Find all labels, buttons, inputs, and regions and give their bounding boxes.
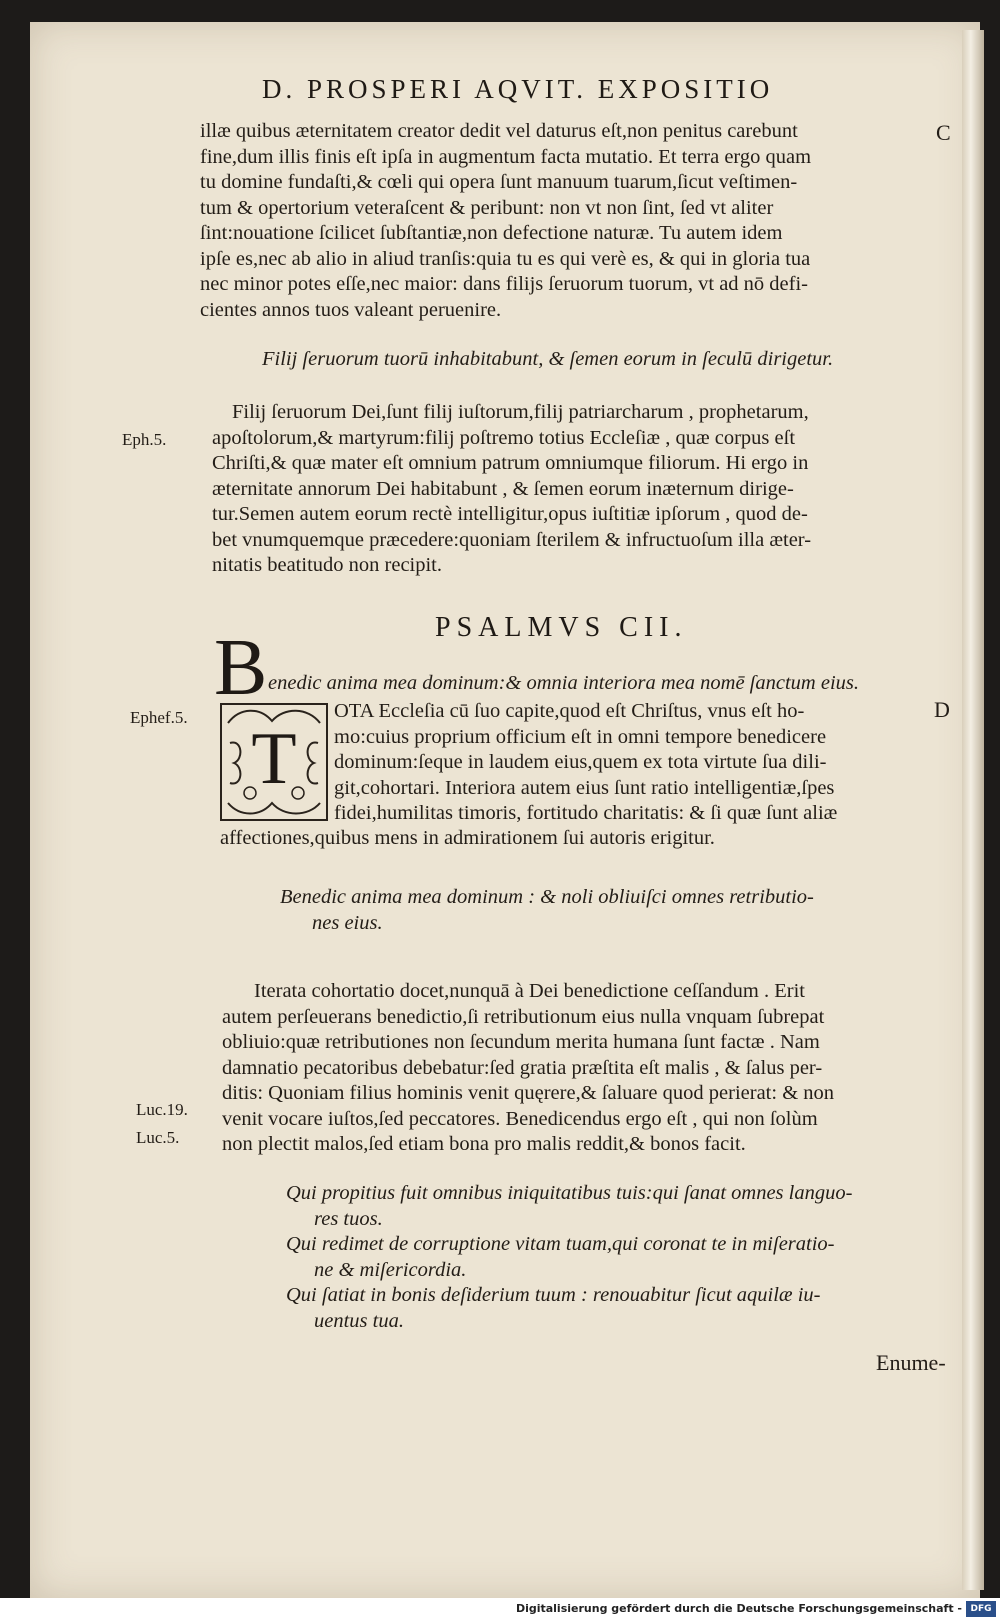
text-line: mo:cuius proprium officium eſt in omni tempore benedicere xyxy=(334,725,827,748)
text-line: OTA Eccleſia cū ſuo capite,quod eſt Chriſtus, vnus eſt ho- xyxy=(334,700,805,722)
margin-letter-c: C xyxy=(936,120,951,145)
text-line: venit vocare iuſtos,ſed peccatores. Benedicendus ergo eſt , qui non ſolùm xyxy=(222,1107,818,1130)
text-line: Filij ſeruorum Dei,ſunt filij iuſtorum,filij patriarcharum , prophetarum, xyxy=(232,401,809,423)
text-line: nec minor potes eſſe,nec maior: dans filijs ſeruorum tuorum, vt ad nō defi- xyxy=(200,273,809,295)
paragraph-1 xyxy=(200,119,940,323)
text-line: tur.Semen autem eorum rectè intelligitur,opus iuſtitiæ ipſorum , quod de- xyxy=(212,503,808,525)
verse-line: enedic anima mea dominum:& omnia interiora mea nomē ſanctum eius. xyxy=(268,672,859,694)
text-line: obliuio:quæ retributiones non ſecundum merita humana ſunt factæ . Nam xyxy=(222,1031,820,1053)
verse-line: Qui propitius fuit omnibus iniquitatibus tuis:qui ſanat omnes languo- xyxy=(286,1182,853,1204)
text-line: damnatio pecatoribus debebatur:ſed gratia præſtita eſt malis , & ſalus per- xyxy=(222,1056,823,1079)
text-line: dominum:ſeque in laudem eius,quem ex tota virtute ſua dili- xyxy=(334,751,827,773)
catchword: Enume- xyxy=(876,1350,946,1375)
paragraph-4 xyxy=(222,979,942,1158)
paragraph-3-last xyxy=(220,826,932,852)
verse-line: res tuos. xyxy=(314,1207,383,1230)
verse-line: Qui ſatiat in bonis deſiderium tuum : renouabitur ſicut aquilæ iu- xyxy=(286,1284,821,1306)
margin-letter-d: D xyxy=(934,697,950,722)
text-line: apoſtolorum,& martyrum:filij poſtremo totius Eccleſiæ , quæ corpus eſt xyxy=(212,426,796,449)
text-line: cientes annos tuos valeant peruenire. xyxy=(200,298,502,321)
verse-1 xyxy=(262,347,912,373)
text-line: ipſe es,nec ab alio in aliud tranſis:quia tu es qui verè es, & qui in gloria tua xyxy=(200,247,811,270)
running-head: D. PROSPERI AQVIT. EXPOSITIO xyxy=(262,74,774,104)
text-line: illæ quibus æternitatem creator dedit vel daturus eſt,non penitus carebunt xyxy=(200,120,798,142)
verse-4 xyxy=(286,1181,926,1334)
margin-note-luc19: Luc.19. xyxy=(136,1100,188,1119)
text-line: fidei,humilitas timoris, fortitudo charitatis: & ſi quæ ſunt aliæ xyxy=(334,802,838,824)
margin-note-eph5: Eph.5. xyxy=(122,430,167,449)
verse-2 xyxy=(268,671,928,697)
page-edge xyxy=(962,30,984,1590)
text-line: autem perſeuerans benedictio,ſi retributionum eius nulla vnquam ſubrepat xyxy=(222,1005,825,1028)
dfg-logo: DFG xyxy=(966,1601,996,1617)
verse-line: ne & miſericordia. xyxy=(314,1258,467,1281)
ornamental-initial xyxy=(220,703,328,821)
text-line: non plectit malos,ſed etiam bona pro malis reddit,& bonos facit. xyxy=(222,1133,746,1155)
text-line: ditis: Quoniam filius hominis venit quęrere,& ſaluare quod perierat: & non xyxy=(222,1082,835,1104)
verse-3 xyxy=(280,885,920,936)
text-line: tum & opertorium veteraſcent & peribunt: non vt non ſint, ſed vt aliter xyxy=(200,196,774,219)
psalm-title: PSALMVS CII. xyxy=(435,612,688,643)
ornament-letter: T xyxy=(251,718,297,800)
text-line: bet vnumquemque præcedere:quoniam ſterilem & infructuoſum illa æter- xyxy=(212,528,812,551)
text-line: git,cohortari. Interiora autem eius ſunt ratio intelligentiæ,ſpes xyxy=(334,776,835,799)
text-line: nitatis beatitudo non recipit. xyxy=(212,554,443,576)
text-line: æternitate annorum Dei habitabunt , & ſemen eorum inæternum dirige- xyxy=(212,477,794,500)
paragraph-2 xyxy=(212,400,932,579)
text-line: affectiones,quibus mens in admirationem ſui autoris erigitur. xyxy=(220,827,715,849)
paragraph-3 xyxy=(334,699,934,827)
margin-note-ephes5: Ephef.5. xyxy=(130,708,188,727)
verse-line: nes eius. xyxy=(312,911,383,934)
verse-line: Benedic anima mea dominum : & noli obliuiſci omnes retributio- xyxy=(280,886,814,908)
margin-note-luc5: Luc.5. xyxy=(136,1128,180,1147)
text-line: tu domine fundaſti,& cœli qui opera ſunt manuum tuarum,ſicut veſtimen- xyxy=(200,171,798,193)
text-line: fine,dum illis finis eſt ipſa in augmentum facta mutatio. Et terra ergo quam xyxy=(200,145,812,168)
verse-line: uentus tua. xyxy=(314,1309,404,1332)
footer-credit: Digitalisierung gefördert durch die Deutsche Forschungsgemeinschaft - xyxy=(515,1602,962,1615)
dropcap-b: B xyxy=(214,624,268,712)
verse-line: Filij ſeruorum tuorū inhabitabunt, & ſemen eorum in ſeculū dirigetur. xyxy=(262,348,834,370)
text-line: Iterata cohortatio docet,nunquā à Dei benedictione ceſſandum . Erit xyxy=(254,980,805,1002)
verse-line: Qui redimet de corruptione vitam tuam,qui coronat te in miſeratio- xyxy=(286,1233,835,1255)
text-line: Chriſti,& quæ mater eſt omnium patrum omniumque filiorum. Hi ergo in xyxy=(212,452,809,474)
text-line: ſint:nouatione ſcilicet ſubſtantiæ,non defectione naturæ. Tu autem idem xyxy=(200,222,783,244)
